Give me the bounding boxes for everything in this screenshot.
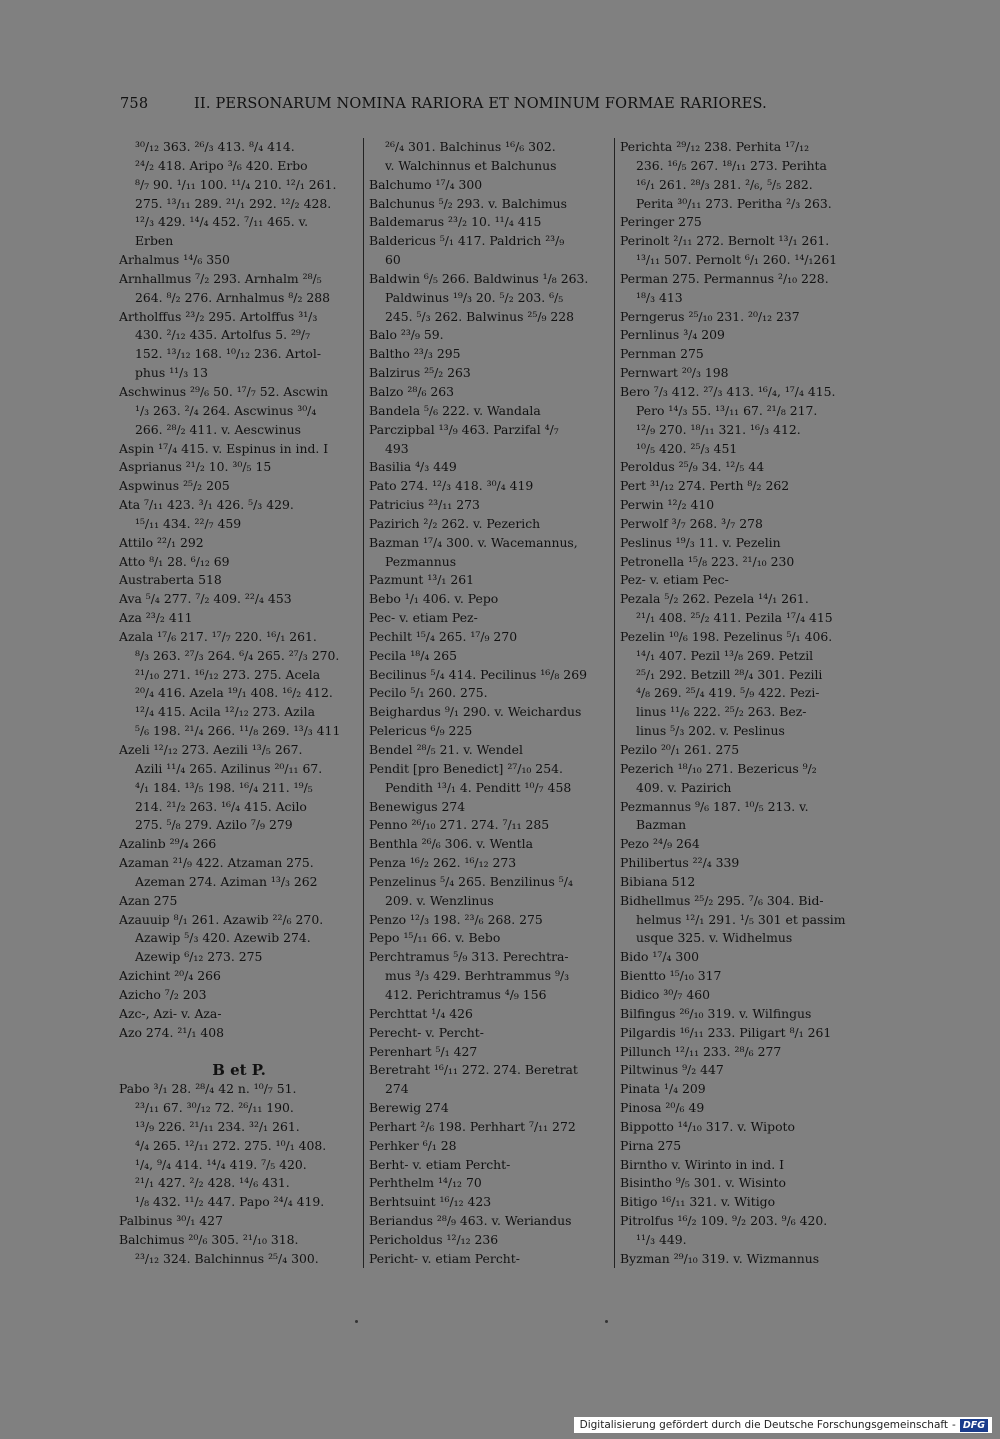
- index-entry-line: Ata ⁷/₁₁ 423. ³/₁ 426. ⁵/₃ 429.: [119, 497, 294, 513]
- index-entry-line: ¹³/₁₁ 507. Pernolt ⁶/₁ 260. ¹⁴/₁261: [636, 252, 838, 268]
- index-entry-line: Pitrolfus ¹⁶/₂ 109. ⁹/₂ 203. ⁹/₆ 420.: [620, 1213, 828, 1229]
- index-entry-line: Pert ³¹/₁₂ 274. Perth ⁸/₂ 262: [620, 478, 790, 494]
- index-entry-line: usque 325. v. Widhelmus: [636, 930, 793, 946]
- index-entry-line: Pato 274. ¹²/₃ 418. ³⁰/₄ 419: [369, 478, 534, 494]
- index-entry-line: Aschwinus ²⁹/₆ 50. ¹⁷/₇ 52. Ascwin: [119, 383, 329, 399]
- index-entry-line: 493: [385, 440, 409, 456]
- index-entry-line: Baldemarus ²³/₂ 10. ¹¹/₄ 415: [369, 214, 542, 230]
- index-entry-line: Perichta ²⁹/₁₂ 238. Perhita ¹⁷/₁₂: [620, 139, 810, 154]
- index-entry-line: Atto ⁸/₁ 28. ⁶/₁₂ 69: [119, 553, 230, 569]
- index-entry-line: 245. ⁵/₃ 262. Balwinus ²⁵/₉ 228: [385, 308, 575, 324]
- index-entry-line: Balo ²³/₉ 59.: [369, 327, 444, 343]
- index-entry-line: Azewip ⁶/₁₂ 273. 275: [135, 949, 263, 965]
- index-entry-line: ²⁵/₁ 292. Betzill ²⁸/₄ 301. Pezili: [636, 666, 823, 682]
- index-entry-line: ⁴/₈ 269. ²⁵/₄ 419. ⁵/₉ 422. Pezi-: [636, 685, 820, 701]
- index-entry-line: Pilgardis ¹⁶/₁₁ 233. Piligart ⁸/₁ 261: [620, 1024, 832, 1040]
- index-entry-line: Peringer 275: [620, 214, 702, 230]
- index-entry-line: Parczipbal ¹³/₉ 463. Parzifal ⁴/₇: [369, 421, 559, 437]
- index-entry-line: ¹⁴/₁ 407. Pezil ¹³/₈ 269. Petzil: [636, 647, 814, 663]
- footer-text: Digitalisierung gefördert durch die Deutsche Forschungsgemeinschaft: [579, 1419, 949, 1431]
- index-entry-line: ⁸/₃ 263. ²⁷/₃ 264. ⁶/₄ 265. ²⁷/₃ 270.: [135, 647, 340, 663]
- index-entry-line: Pecilo ⁵/₁ 260. 275.: [369, 685, 488, 701]
- index-entry-line: ¹/₃ 263. ²/₄ 264. Ascwinus ³⁰/₄: [135, 402, 317, 418]
- index-entry-line: Azc-, Azi- v. Aza-: [119, 1005, 222, 1021]
- index-entry-line: Perwolf ³/₇ 268. ³/₇ 278: [620, 515, 763, 531]
- index-entry-line: Pecila ¹⁸/₄ 265: [369, 647, 457, 663]
- index-entry-line: Bientto ¹⁵/₁₀ 317: [620, 968, 722, 984]
- page-title: II. PERSONARUM NOMINA RARIORA ET NOMINUM FORMAE RARIORES.: [194, 96, 767, 112]
- index-entry-line: linus ⁵/₃ 202. v. Peslinus: [636, 723, 785, 739]
- index-entry-line: Balzo ²⁸/₆ 263: [369, 383, 455, 399]
- index-entry-line: Bazman ¹⁷/₄ 300. v. Wacemannus,: [369, 534, 578, 550]
- index-entry-line: Piltwinus ⁹/₂ 447: [620, 1062, 724, 1078]
- index-entry-line: ⁸/₇ 90. ¹/₁₁ 100. ¹¹/₄ 210. ¹²/₁ 261.: [135, 176, 337, 192]
- index-entry-line: 409. v. Pazirich: [636, 779, 732, 795]
- index-entry-line: Becilinus ⁵/₄ 414. Pecilinus ¹⁶/₈ 269: [369, 666, 587, 682]
- index-entry-line: Perenhart ⁵/₁ 427: [369, 1043, 478, 1059]
- index-entry-line: Pericholdus ¹²/₁₂ 236: [369, 1231, 499, 1247]
- index-entry-line: Pazmunt ¹³/₁ 261: [369, 572, 474, 588]
- index-entry-line: 274: [385, 1081, 409, 1097]
- index-entry-line: Balchunus ⁵/₂ 293. v. Balchimus: [369, 195, 568, 211]
- index-column-1: [119, 138, 359, 1269]
- index-entry-line: Berhtsuint ¹⁶/₁₂ 423: [369, 1194, 492, 1210]
- index-entry-line: Azeli ¹²/₁₂ 273. Aezili ¹³/₅ 267.: [119, 742, 303, 757]
- index-entry-line: Asprianus ²¹/₂ 10. ³⁰/₅ 15: [119, 459, 272, 475]
- index-entry-line: Azo 274. ²¹/₁ 408: [119, 1024, 225, 1040]
- index-entry-line: Pernlinus ³/₄ 209: [620, 327, 725, 343]
- index-entry-line: Perwin ¹²/₂ 410: [620, 497, 715, 513]
- index-entry-line: ¹⁰/₅ 420. ²⁵/₃ 451: [636, 440, 738, 456]
- index-entry-line: Azichint ²⁰/₄ 266: [119, 968, 221, 984]
- digitization-footer: Digitalisierung gefördert durch die Deutsche Forschungsgemeinschaft - DFG: [574, 1417, 992, 1433]
- column-divider: [614, 138, 615, 1268]
- index-entry-line: Bisintho ⁹/₅ 301. v. Wisinto: [620, 1175, 786, 1191]
- index-entry-line: Perhker ⁶/₁ 28: [369, 1137, 457, 1153]
- index-entry-line: 60: [385, 252, 401, 268]
- index-entry-line: Pillunch ¹²/₁₁ 233. ²⁸/₆ 277: [620, 1043, 782, 1059]
- index-entry-line: Balchimus ²⁰/₆ 305. ²¹/₁₀ 318.: [119, 1231, 299, 1247]
- index-entry-line: Bibiana 512: [620, 873, 696, 889]
- index-entry-line: Pinosa ²⁰/₆ 49: [620, 1100, 705, 1116]
- index-entry-line: Berewig 274: [369, 1100, 449, 1116]
- index-entry-line: ¹²/₄ 415. Acila ¹²/₁₂ 273. Azila: [135, 704, 315, 720]
- index-entry-line: Pechilt ¹⁵/₄ 265. ¹⁷/₉ 270: [369, 628, 518, 644]
- index-entry-line: Pezelin ¹⁰/₆ 198. Pezelinus ⁵/₁ 406.: [620, 628, 833, 644]
- scan-artifact-dot: [605, 1320, 608, 1323]
- index-entry-line: Bidico ³⁰/₇ 460: [620, 986, 710, 1002]
- index-entry-line: Pabo ³/₁ 28. ²⁸/₄ 42 n. ¹⁰/₇ 51.: [119, 1081, 297, 1097]
- index-entry-line: Baltho ²³/₃ 295: [369, 346, 461, 362]
- index-entry-line: Birntho v. Wirinto in ind. I: [620, 1156, 784, 1172]
- index-entry-line: 152. ¹³/₁₂ 168. ¹⁰/₁₂ 236. Artol-: [135, 346, 322, 362]
- index-entry-line: Perchttat ¹/₄ 426: [369, 1005, 473, 1021]
- index-entry-line: helmus ¹²/₁ 291. ¹/₅ 301 et passim: [636, 911, 846, 927]
- index-entry-line: Perngerus ²⁵/₁₀ 231. ²⁰/₁₂ 237: [620, 308, 800, 324]
- index-entry-line: ¹²/₉ 270. ¹⁸/₁₁ 321. ¹⁶/₃ 412.: [636, 421, 801, 437]
- index-entry-line: 236. ¹⁶/₅ 267. ¹⁸/₁₁ 273. Perihta: [636, 157, 827, 173]
- index-entry-line: 214. ²¹/₂ 263. ¹⁶/₄ 415. Acilo: [135, 798, 307, 814]
- index-entry-line: Azalinb ²⁹/₄ 266: [119, 836, 217, 852]
- index-entry-line: Pezilo ²⁰/₁ 261. 275: [620, 742, 740, 757]
- index-entry-line: ²¹/₁ 427. ²/₂ 428. ¹⁴/₆ 431.: [135, 1175, 290, 1191]
- section-heading: B et P.: [212, 1061, 266, 1080]
- index-entry-line: Pelericus ⁶/₉ 225: [369, 723, 473, 739]
- index-entry-line: Bilfingus ²⁶/₁₀ 319. v. Wilfingus: [620, 1005, 812, 1021]
- index-entry-line: Beriandus ²⁸/₉ 463. v. Weriandus: [369, 1213, 572, 1229]
- index-entry-line: Pernman 275: [620, 346, 704, 362]
- index-entry-line: Arnhallmus ⁷/₂ 293. Arnhalm ²⁸/₅: [119, 270, 322, 286]
- index-entry-line: ¹/₈ 432. ¹¹/₂ 447. Papo ²⁴/₄ 419.: [135, 1194, 325, 1210]
- index-entry-line: Byzman ²⁹/₁₀ 319. v. Wizmannus: [620, 1250, 820, 1266]
- index-entry-line: phus ¹¹/₃ 13: [135, 365, 208, 381]
- index-entry-line: 264. ⁸/₂ 276. Arnhalmus ⁸/₂ 288: [135, 289, 331, 305]
- index-entry-line: Pero ¹⁴/₃ 55. ¹³/₁₁ 67. ²¹/₈ 217.: [636, 402, 818, 418]
- page-number: 758: [120, 96, 149, 112]
- index-entry-line: Pezmannus ⁹/₆ 187. ¹⁰/₅ 213. v.: [620, 798, 809, 814]
- index-entry-line: Azawip ⁵/₃ 420. Azewib 274.: [135, 930, 311, 946]
- index-entry-line: linus ¹¹/₆ 222. ²⁵/₂ 263. Bez-: [636, 704, 807, 720]
- index-column-2: [369, 138, 609, 1269]
- index-entry-line: Baldericus ⁵/₁ 417. Paldrich ²³/₉: [369, 233, 565, 249]
- index-entry-line: Palbinus ³⁰/₁ 427: [119, 1213, 223, 1229]
- index-entry-line: Perhthelm ¹⁴/₁₂ 70: [369, 1175, 482, 1191]
- index-entry-line: Balzirus ²⁵/₂ 263: [369, 365, 471, 381]
- index-entry-line: Baldwin ⁶/₅ 266. Baldwinus ¹/₈ 263.: [369, 270, 589, 286]
- index-entry-line: Pazirich ²/₂ 262. v. Pezerich: [369, 515, 541, 531]
- index-entry-line: Balchumo ¹⁷/₄ 300: [369, 176, 483, 192]
- index-entry-line: ²³/₁₂ 324. Balchinnus ²⁵/₄ 300.: [135, 1250, 319, 1266]
- index-entry-line: ³⁰/₁₂ 363. ²⁶/₃ 413. ⁸/₄ 414.: [135, 139, 295, 154]
- index-entry-line: ¹⁵/₁₁ 434. ²²/₇ 459: [135, 515, 242, 531]
- index-entry-line: 266. ²⁸/₂ 411. v. Aescwinus: [135, 421, 301, 437]
- index-entry-line: Penno ²⁶/₁₀ 271. 274. ⁷/₁₁ 285: [369, 817, 550, 833]
- index-entry-line: ¹/₄, ⁹/₄ 414. ¹⁴/₄ 419. ⁷/₅ 420.: [135, 1156, 307, 1172]
- index-entry-line: Beretraht ¹⁶/₁₁ 272. 274. Beretrat: [369, 1062, 578, 1078]
- index-entry-line: ¹⁸/₃ 413: [636, 289, 683, 305]
- index-entry-line: Pezmannus: [385, 553, 457, 569]
- index-entry-line: mus ³/₃ 429. Berhtrammus ⁹/₃: [385, 968, 570, 984]
- index-entry-line: 209. v. Wenzlinus: [385, 892, 494, 908]
- index-entry-line: Perman 275. Permannus ²/₁₀ 228.: [620, 270, 829, 286]
- index-entry-line: ²¹/₁ 408. ²⁵/₂ 411. Pezila ¹⁷/₄ 415: [636, 610, 833, 626]
- index-entry-line: Azauuip ⁸/₁ 261. Azawib ²²/₆ 270.: [119, 911, 324, 927]
- index-entry-line: ¹⁶/₁ 261. ²⁸/₃ 281. ²/₆, ⁵/₅ 282.: [636, 176, 813, 192]
- index-entry-line: Arhalmus ¹⁴/₆ 350: [119, 252, 230, 268]
- index-entry-line: Patricius ²³/₁₁ 273: [369, 497, 480, 513]
- index-entry-line: Pezo ²⁴/₉ 264: [620, 836, 700, 852]
- index-entry-line: 275. ⁵/₈ 279. Azilo ⁷/₉ 279: [135, 817, 293, 833]
- column-divider: [363, 138, 364, 1268]
- index-entry-line: Perhart ²/₆ 198. Perhhart ⁷/₁₁ 272: [369, 1118, 576, 1134]
- index-entry-line: Austraberta 518: [119, 572, 222, 588]
- index-entry-line: 430. ²/₁₂ 435. Artolfus 5. ²⁹/₇: [135, 327, 311, 343]
- index-entry-line: [119, 1043, 359, 1062]
- index-entry-line: Pernwart ²⁰/₃ 198: [620, 365, 729, 381]
- index-entry-line: Azeman 274. Aziman ¹³/₃ 262: [135, 873, 318, 889]
- index-entry-line: Bendel ²⁸/₅ 21. v. Wendel: [369, 742, 523, 757]
- index-entry-line: ²³/₁₁ 67. ³⁰/₁₂ 72. ²⁶/₁₁ 190.: [135, 1100, 294, 1116]
- index-entry-line: Bero ⁷/₃ 412. ²⁷/₃ 413. ¹⁶/₄, ¹⁷/₄ 415.: [620, 383, 836, 399]
- index-entry-line: Azala ¹⁷/₆ 217. ¹⁷/₇ 220. ¹⁶/₁ 261.: [119, 628, 317, 644]
- index-entry-line: Bandela ⁵/₆ 222. v. Wandala: [369, 402, 541, 418]
- index-entry-line: Basilia ⁴/₃ 449: [369, 459, 457, 475]
- index-entry-line: Pec- v. etiam Pez-: [369, 610, 478, 626]
- dfg-logo: DFG: [960, 1419, 988, 1432]
- index-entry-line: Perchtramus ⁵/₉ 313. Perechtra-: [369, 949, 569, 965]
- index-entry-line: 275. ¹³/₁₁ 289. ²¹/₁ 292. ¹²/₂ 428.: [135, 195, 332, 211]
- index-entry-line: Azili ¹¹/₄ 265. Azilinus ²⁰/₁₁ 67.: [135, 760, 323, 776]
- index-entry-line: Pendit [pro Benedict] ²⁷/₁₀ 254.: [369, 760, 563, 776]
- scan-artifact-dot: [355, 1320, 358, 1323]
- index-entry-line: Azan 275: [119, 892, 178, 908]
- index-entry-line: Azicho ⁷/₂ 203: [119, 986, 207, 1002]
- index-entry-line: Bippotto ¹⁴/₁₀ 317. v. Wipoto: [620, 1118, 795, 1134]
- index-entry-line: Pez- v. etiam Pec-: [620, 572, 729, 588]
- index-entry-line: Aza ²³/₂ 411: [119, 610, 193, 626]
- index-entry-line: ⁵/₆ 198. ²¹/₄ 266. ¹¹/₈ 269. ¹³/₃ 411: [135, 723, 341, 739]
- index-column-3: [620, 138, 860, 1269]
- index-entry-line: ²⁶/₄ 301. Balchinus ¹⁶/₆ 302.: [385, 139, 556, 154]
- index-entry-line: Pericht- v. etiam Percht-: [369, 1250, 520, 1266]
- index-entry-line: ²¹/₁₀ 271. ¹⁶/₁₂ 273. 275. Acela: [135, 666, 321, 682]
- index-entry-line: Artholffus ²³/₂ 295. Artolffus ³¹/₃: [119, 308, 318, 324]
- page-header: [120, 96, 860, 120]
- index-entry-line: Erben: [135, 233, 174, 249]
- index-entry-line: Beighardus ⁹/₁ 290. v. Weichardus: [369, 704, 582, 720]
- index-entry-line: ¹²/₃ 429. ¹⁴/₄ 452. ⁷/₁₁ 465. v.: [135, 214, 309, 230]
- index-entry-line: Pirna 275: [620, 1137, 682, 1153]
- index-entry-line: ²⁴/₂ 418. Aripo ³/₆ 420. Erbo: [135, 157, 308, 173]
- index-entry-line: ²⁰/₄ 416. Azela ¹⁹/₁ 408. ¹⁶/₂ 412.: [135, 685, 333, 701]
- index-entry-line: v. Walchinnus et Balchunus: [385, 157, 557, 173]
- index-entry-line: Peslinus ¹⁹/₃ 11. v. Pezelin: [620, 534, 781, 550]
- index-entry-line: Benewigus 274: [369, 798, 466, 814]
- index-entry-line: Perita ³⁰/₁₁ 273. Peritha ²/₃ 263.: [636, 195, 832, 211]
- index-entry-line: Perinolt ²/₁₁ 272. Bernolt ¹³/₁ 261.: [620, 233, 830, 249]
- index-entry-line: Ava ⁵/₄ 277. ⁷/₂ 409. ²²/₄ 453: [119, 591, 292, 607]
- index-entry-line: Benthla ²⁶/₆ 306. v. Wentla: [369, 836, 533, 852]
- index-entry-line: Pendith ¹³/₁ 4. Penditt ¹⁰/₇ 458: [385, 779, 572, 795]
- index-entry-line: Aspin ¹⁷/₄ 415. v. Espinus in ind. I: [119, 440, 329, 456]
- index-entry-line: Penza ¹⁶/₂ 262. ¹⁶/₁₂ 273: [369, 855, 517, 871]
- index-entry-line: Berht- v. etiam Percht-: [369, 1156, 511, 1172]
- index-entry-line: Azaman ²¹/₉ 422. Atzaman 275.: [119, 855, 314, 871]
- index-entry-line: Pezerich ¹⁸/₁₀ 271. Bezericus ⁹/₂: [620, 760, 817, 776]
- index-entry-line: ⁴/₄ 265. ¹²/₁₁ 272. 275. ¹⁰/₁ 408.: [135, 1137, 327, 1153]
- index-entry-line: Petronella ¹⁵/₈ 223. ²¹/₁₀ 230: [620, 553, 795, 569]
- index-entry-line: 412. Perichtramus ⁴/₉ 156: [385, 986, 547, 1002]
- index-entry-line: Peroldus ²⁵/₉ 34. ¹²/₅ 44: [620, 459, 765, 475]
- index-entry-line: Aspwinus ²⁵/₂ 205: [119, 478, 230, 494]
- index-entry-line: Bitigo ¹⁶/₁₁ 321. v. Witigo: [620, 1194, 776, 1210]
- index-entry-line: Pinata ¹/₄ 209: [620, 1081, 706, 1097]
- index-entry-line: Attilo ²²/₁ 292: [119, 534, 204, 550]
- index-entry-line: Penzo ¹²/₃ 198. ²³/₆ 268. 275: [369, 911, 543, 927]
- index-entry-line: ⁴/₁ 184. ¹³/₅ 198. ¹⁶/₄ 211. ¹⁹/₅: [135, 779, 313, 795]
- index-entry-line: Penzelinus ⁵/₄ 265. Benzilinus ⁵/₄: [369, 873, 573, 889]
- index-entry-line: Bazman: [636, 817, 687, 833]
- index-entry-line: Perecht- v. Percht-: [369, 1024, 484, 1040]
- index-entry-line: Bidhellmus ²⁵/₂ 295. ⁷/₆ 304. Bid-: [620, 892, 824, 908]
- index-entry-line: Philibertus ²²/₄ 339: [620, 855, 740, 871]
- index-entry-line: Pezala ⁵/₂ 262. Pezela ¹⁴/₁ 261.: [620, 591, 809, 607]
- index-entry-line: Paldwinus ¹⁹/₃ 20. ⁵/₂ 203. ⁶/₅: [385, 289, 564, 305]
- index-entry-line: Bido ¹⁷/₄ 300: [620, 949, 700, 965]
- index-entry-line: ¹³/₉ 226. ²¹/₁₁ 234. ³²/₁ 261.: [135, 1118, 300, 1134]
- index-entry-line: Bebo ¹/₁ 406. v. Pepo: [369, 591, 499, 607]
- index-entry-line: ¹¹/₃ 449.: [636, 1231, 687, 1247]
- index-entry-line: Pepo ¹⁵/₁₁ 66. v. Bebo: [369, 930, 501, 946]
